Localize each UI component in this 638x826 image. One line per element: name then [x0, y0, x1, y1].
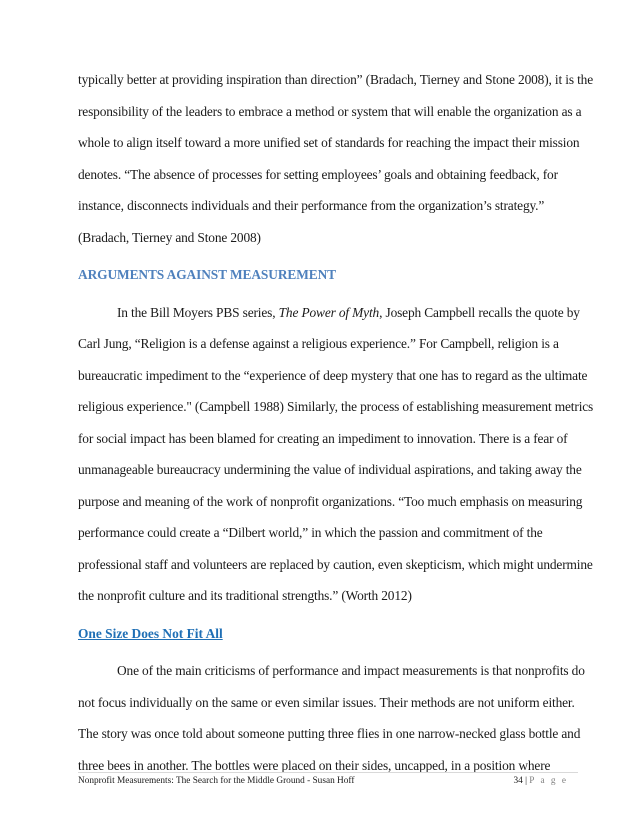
text-run: , Joseph Campbell recalls the quote by	[379, 304, 580, 320]
page-number: 34	[513, 776, 523, 786]
footer-title: Nonprofit Measurements: The Search for the Middle Ground - Susan Hoff	[78, 776, 355, 786]
text-line: The story was once told about someone putting three flies in one narrow-necked glass bottle and	[78, 726, 581, 741]
page-number-block	[513, 776, 568, 786]
text-line: responsibility of the leaders to embrace a method or system that will enable the organization as a	[78, 103, 582, 119]
text-run: In the Bill Moyers PBS series,	[117, 304, 279, 320]
text-line: for social impact has been blamed for creating an impediment to innovation. There is a fear of	[78, 430, 568, 446]
page-body	[78, 64, 594, 781]
text-line: professional staff and volunteers are replaced by caution, even skepticism, which might undermine	[78, 556, 593, 572]
text-line: denotes. “The absence of processes for setting employees’ goals and obtaining feedback, for	[78, 166, 558, 182]
text-line	[78, 297, 578, 329]
paragraph-criticisms	[78, 655, 585, 781]
text-line: One of the main criticisms of performance and impact measurements is that nonprofits do	[117, 663, 585, 678]
footer-divider	[78, 772, 578, 773]
text-line: Carl Jung, “Religion is a defense against a religious experience.” For Campbell, religion is a	[78, 336, 559, 351]
text-line: three bees in another. The bottles were placed on their sides, uncapped, in a position where	[78, 757, 551, 773]
book-title: The Power of Myth	[278, 304, 380, 320]
page-label: P a g e	[529, 776, 568, 786]
subsection-heading-one-size: One Size Does Not Fit All	[78, 625, 223, 641]
text-line: the nonprofit culture and its traditional strengths.” (Worth 2012)	[78, 588, 412, 603]
section-heading-arguments-against-measurement: ARGUMENTS AGAINST MEASUREMENT	[78, 267, 337, 282]
text-line: performance could create a “Dilbert world,” in which the passion and commitment of the	[78, 525, 543, 540]
text-line: whole to align itself toward a more unified set of standards for reaching the impact their mission	[78, 135, 580, 150]
text-line: unmanageable bureaucracy undermining the value of individual aspirations, and taking away the	[78, 462, 582, 477]
text-line: bureaucratic impediment to the “experience of deep mystery that one has to regard as the ultimate	[78, 367, 588, 383]
text-line: religious experience." (Campbell 1988) Similarly, the process of establishing measurement metrics	[78, 399, 594, 414]
text-line: instance, disconnects individuals and their performance from the organization’s strategy.”	[78, 198, 545, 213]
text-line: typically better at providing inspiration than direction” (Bradach, Tierney and Stone 2008), it is the	[78, 72, 594, 87]
text-line: (Bradach, Tierney and Stone 2008)	[78, 229, 261, 245]
paragraph-campbell	[78, 297, 594, 612]
text-line: purpose and meaning of the work of nonprofit organizations. “Too much emphasis on measuring	[78, 493, 583, 509]
paragraph-continuation	[78, 64, 594, 253]
text-line: not focus individually on the same or even similar issues. Their methods are not uniform either.	[78, 694, 575, 710]
footer-separator: |	[525, 776, 527, 786]
